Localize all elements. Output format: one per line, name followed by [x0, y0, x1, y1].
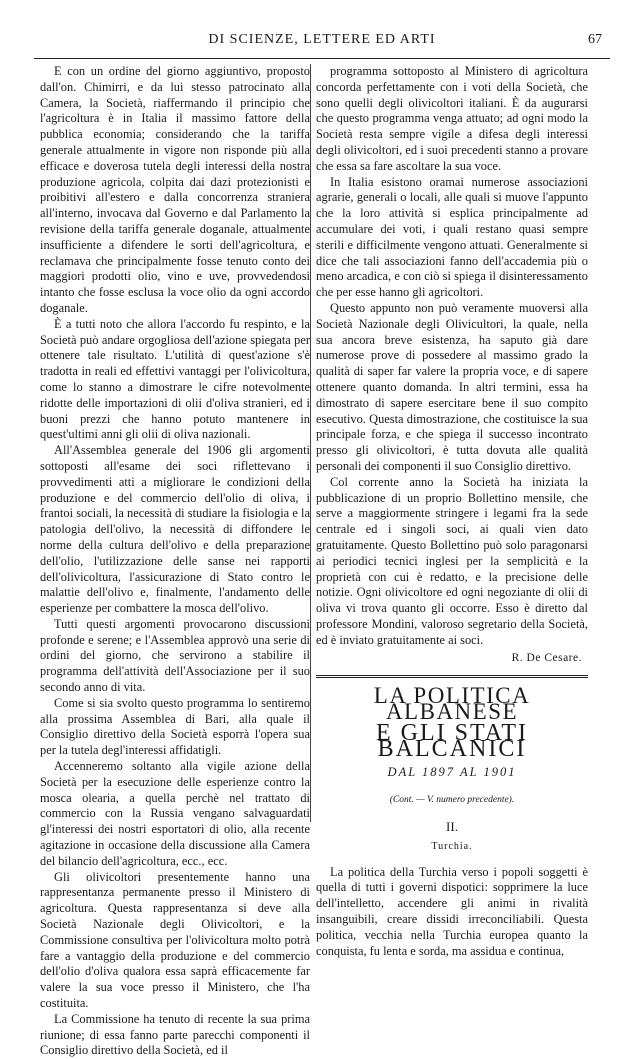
paragraph: In Italia esistono oramai numerose associazioni agrarie, generali o locali, alle quali si muove l'appunto che la loro attività si esplica principalmente ad accumulare dei voti, i quali restano quasi sempre sterili e difficilmente vengono attuati. Generalmente si dice che tali associazioni fanno dell'accademia più o meno arcadica, e con ciò si spiega il disinteressamento che per esse hanno gli agricoltori.	[316, 174, 588, 300]
continuation-note: (Cont. — V. numero precedente).	[389, 795, 515, 806]
running-header	[0, 32, 644, 54]
paragraph: Questo appunto non può veramente muoversi alla Società Nazionale degli Olivicultori, la quale, nella sua ancora breve esistenza, ha saputo già dare numerose prove di possedere al massimo grado la qualità di saper far valere la propria voce, e di sapere ottenere quanto domanda. In altri termini, essa ha dimostrato di sapere esercitare bene il suo compito esecutivo. Questa dimostrazione, che costituisce la sua principale forza, e che spiega il successo incontrato presso gli olivicoltori, è tutta dovuta alle qualità personali dei componenti il suo Consiglio direttivo.	[316, 300, 588, 473]
header-rule	[34, 58, 610, 59]
paragraph: Col corrente anno la Società ha iniziata la pubblicazione di un proprio Bollettino mensile, che serve a maggiormente stringere i legami fra la sede centrale ed i singoli soci, ai quali vien dato gratuitamente. Questo Bollettino può solo paragonarsi ai periodici tecnici inglesi per la semplicità e la proprietà con cui è redatto, e la precisione delle notizie. Ogni olivicoltore ed ogni negoziante di olii di oliva vi trova quanto gli occorre. Esso è diretto dal professore Mondini, valoroso segretario della Società, ed è inviato gratuitamente ai soci.	[316, 474, 588, 647]
section-number: II.	[446, 819, 458, 835]
left-column	[40, 64, 310, 1059]
article-dates: DAL 1897 AL 1901	[387, 765, 517, 780]
paragraph: È a tutti noto che allora l'accordo fu respinto, e la Società può andare orgogliosa dell'azione spiegata per ottenere tale risultato. L'utilità di quest'azione s'è tradotta in reali ed effettivi vantaggi per l'olivicoltura, come lo stanno a dimostrare le cifre notevolmente ridotte delle importazioni di olii d'oliva stranieri, ed i buoni prezzi che hanno potuto mantenere in quest'ultimi anni gli olii di oliva nazionali.	[40, 316, 310, 442]
paragraph: La Commissione ha tenuto di recente la sua prima riunione; di essa fanno parte parecchi componenti il Consiglio direttivo della Società, ed il	[40, 1011, 310, 1058]
paragraph: Gli olivicoltori presentemente hanno una rappresentanza permanente presso il Ministero di agricoltura. Questa rappresentanza si deve alla Società Nazionale degli Olivicoltori, e la Commissione consultiva per l'olivicoltura molto potrà fare a vantaggio della produzione e del commercio dell'olio d'oliva qualora essa saprà efficacemente far valere la sua voce presso il Ministero, che l'ha costituita.	[40, 869, 310, 1011]
paragraph: E con un ordine del giorno aggiuntivo, proposto dall'on. Chimirri, e da lui stesso patrocinato alla Camera, la Società, riaffermando il principio che l'agricoltura è in Italia il massimo fattore della pubblica economia; considerando che la tariffa generale attualmente in vigore non risponde più alla efficace e doverosa tutela degli interessi della nostra produzione agricola, colpita dai dazi protezionisti e proibitivi all'estero e dalla concorrenza straniera all'interno, invocava dal Governo e dal Parlamento la revisione della tariffa generale doganale, attualmente insufficiente a difendere le sorti dell'agricoltura, e reclamava che principalmente fosse tenuto conto dei maggiori prodotti olio, vino e uve, provvedendosi intanto che fosse esclusa la voce olio da ogni accordo doganale.	[40, 64, 310, 315]
page-number: 67	[588, 32, 602, 47]
paragraph: programma sottoposto al Ministero di agricoltura concorda perfettamente con i voti della Società, che sono quelli degli olivicoltori italiani. È da augurarsi che questo programma venga attuato; ad ogni modo la Società resta sempre vigile a difesa degli interessi degli olivicoltori, ed i suoi precedenti stanno a provare che essa sa fare ascoltare la sua voce.	[316, 64, 588, 173]
article-title-line2: E GLI STATI BALCANICI	[375, 719, 529, 762]
right-column	[316, 64, 588, 959]
article-title-line1: LA POLITICA ALBANESE	[373, 683, 531, 725]
paragraph: Tutti questi argomenti provocarono discussioni profonde e serene; e l'Assemblea approvò una serie di ordini del giorno, che servirono a stabilire il programma dell'attività dell'Associazione per il suo secondo anno di vita.	[40, 616, 310, 695]
author-signature: R. De Cesare.	[511, 652, 582, 665]
paragraph: All'Assemblea generale del 1906 gli argomenti sottoposti all'esame dei soci riflettevano i provvedimenti atti a migliorare le condizioni della produzione e del commercio dell'olio di oliva, i frantoi sociali, la necessità di studiare la fisiologia e la patologia dell'olivo, la necessità di diffondere le norme della cultura dell'olivo e della preparazione dell'olio, l'utilizzazione delle sanse nei rapporti dell'olivicoltura, l'assicurazione di Stato contro le malattie dell'olivo e, finalmente, l'andamento delle esperienze per combattere la mosca dell'olivo.	[40, 443, 310, 616]
section-subtitle: Turchia.	[431, 840, 473, 852]
section-separator	[316, 675, 588, 678]
paragraph: Accenneremo soltanto alla vigile azione della Società per la esecuzione delle esperienze contro la mosca olearia, a quella perchè nel trattato di commercio con la Russia vengano salvaguardati gl'interessi dei nostri esportatori di olio, alla recente agitazione in occasione della discussione alla Camera del bilancio dell'agricoltura, ecc., ecc.	[40, 759, 310, 868]
column-divider	[310, 64, 311, 822]
paragraph: Come si sia svolto questo programma lo sentiremo alla prossima Assemblea di Bari, alla quale il Consiglio direttivo della Società esporrà l'opera sua per la tutela degl'interessi affidatigli.	[40, 695, 310, 758]
journal-title: DI SCIENZE, LETTERE ED ARTI	[208, 32, 436, 47]
paragraph: La politica della Turchia verso i popoli soggetti è quella di tutti i governi dispotici: sopprimere la luce dell'intelletto, accendere gli animi in rivalità insanguibili, creare dissidi irreconciliabili. Questa politica, vecchia nella Turchia europea quanto la conquista, fu lenta e sorda, ma assidua e continua,	[316, 864, 588, 958]
